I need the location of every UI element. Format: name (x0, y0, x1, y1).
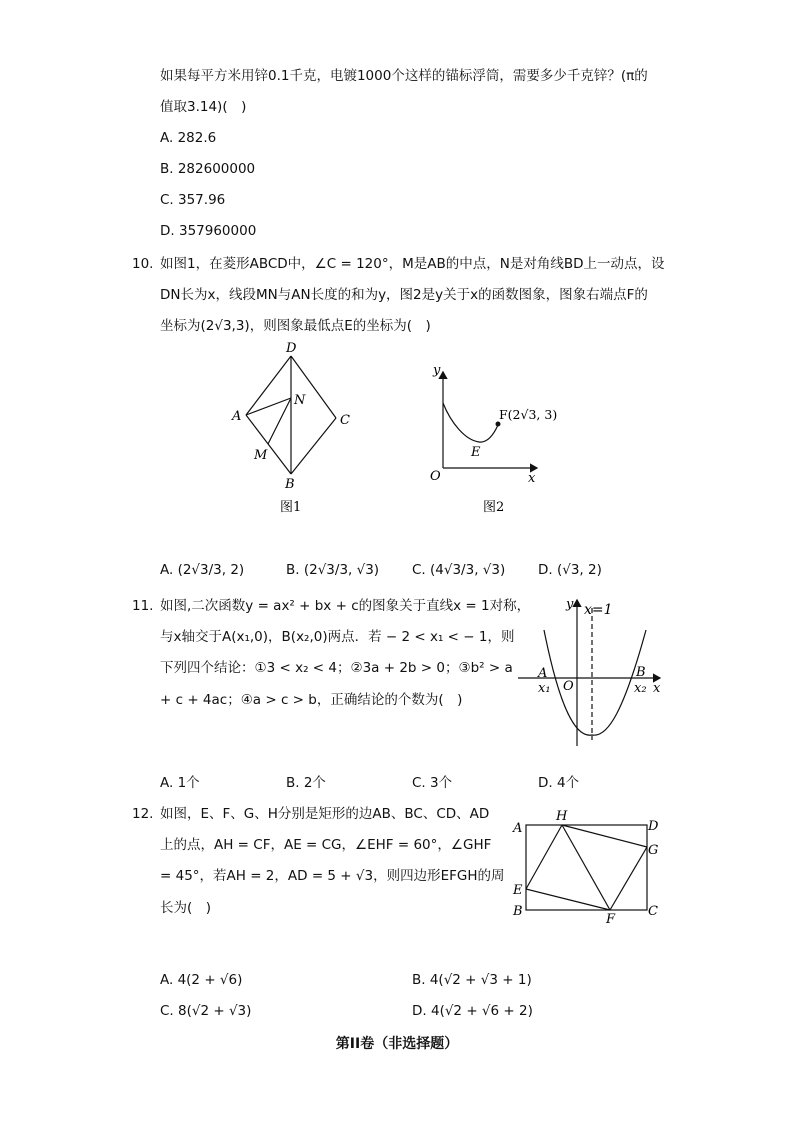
q10-text-line2: DN长为x，线段MN与AN长度的和为y，图2是y关于x的函数图象，图象右端点F的 (160, 287, 648, 303)
q11-label-x1: x₁ (538, 681, 551, 696)
q12-text-line4: 长为( ) (160, 900, 212, 916)
q11-figure-parabola (510, 590, 670, 750)
q12-option-d: D. 4(√2 + √6 + 2) (412, 1003, 533, 1019)
q12-option-b: B. 4(√2 + √3 + 1) (412, 972, 532, 988)
fig2-caption: 图2 (483, 500, 505, 515)
q12-figure-rectangle (505, 805, 665, 930)
section-title: 第II卷（非选择题） (335, 1036, 459, 1052)
q11-label-o: O (563, 679, 574, 694)
q9-option-b: B. 282600000 (160, 161, 256, 177)
q12-label-g: G (648, 843, 659, 858)
q11-label-axis: x=1 (584, 602, 613, 618)
q9-text-line1: 如果每平方米用锌0.1千克，电镀1000个这样的锚标浮筒，需要多少千克锌？(π的 (160, 68, 648, 84)
fig1-caption: 图1 (280, 500, 302, 515)
q9-text-line2: 值取3.14)( ) (160, 99, 247, 115)
q11-text-line1: 如图,二次函数y = ax² + bx + c的图象关于直线x = 1对称， (160, 598, 531, 614)
q12-label-h: H (556, 809, 568, 824)
q9-option-a: A. 282.6 (160, 130, 217, 146)
q11-text-line3: 下列四个结论：①3 < x₂ < 4；②3a + 2b > 0；③b² > a (160, 660, 513, 676)
q12-text-line1: 如图，E、F、G、H分别是矩形的边AB、BC、CD、AD (160, 806, 490, 822)
q10-option-c: C. (4√3/3, √3) (412, 562, 506, 578)
q11-option-c: C. 3个 (412, 775, 453, 791)
q12-label-d: D (648, 819, 659, 834)
q10-number: 10. (132, 256, 154, 272)
fig1-label-d: D (286, 341, 297, 356)
q10-option-d: D. (√3, 2) (538, 562, 602, 578)
q9-option-c: C. 357.96 (160, 192, 226, 208)
q12-option-c: C. 8(√2 + √3) (160, 1003, 252, 1019)
q12-text-line3: = 45°，若AH = 2，AD = 5 + √3，则四边形EFGH的周 (160, 868, 505, 884)
q11-option-a: A. 1个 (160, 775, 200, 791)
q12-label-e: E (513, 883, 523, 898)
q12-label-f: F (606, 912, 616, 927)
q12-label-a: A (513, 821, 523, 836)
q12-label-c: C (648, 904, 658, 919)
q11-label-x2: x₂ (634, 681, 647, 696)
q10-option-a: A. (2√3/3, 2) (160, 562, 245, 578)
fig1-label-m: M (254, 448, 268, 463)
q11-label-y: y (566, 597, 574, 612)
fig2-label-y: y (433, 363, 441, 378)
q10-text-line1: 如图1，在菱形ABCD中，∠C = 120°，M是AB的中点，N是对角线BD上一动点，设 (160, 256, 665, 272)
fig1-label-n: N (294, 393, 306, 408)
q12-text-line2: 上的点，AH = CF，AE = CG，∠EHF = 60°，∠GHF (160, 837, 492, 853)
fig1-label-c: C (340, 413, 350, 428)
q11-label-x: x (653, 681, 661, 696)
q10-option-b: B. (2√3/3, √3) (286, 562, 380, 578)
q11-option-b: B. 2个 (286, 775, 326, 791)
q11-label-a: A (538, 666, 548, 681)
q12-option-a: A. 4(2 + √6) (160, 972, 243, 988)
q9-option-d: D. 357960000 (160, 223, 257, 239)
fig2-label-x: x (528, 471, 536, 486)
fig1-label-a: A (232, 409, 242, 424)
fig2-label-f: F(2√3, 3) (499, 407, 558, 422)
q11-text-line2: 与x轴交于A(x₁,0)，B(x₂,0)两点．若 − 2 < x₁ < − 1，则 (160, 629, 515, 645)
q11-label-b: B (636, 665, 646, 680)
fig2-label-e: E (471, 445, 481, 460)
q11-number: 11. (132, 598, 154, 614)
fig2-label-o: O (430, 469, 441, 484)
fig1-label-b: B (285, 477, 295, 492)
q12-label-b: B (513, 904, 523, 919)
q12-number: 12. (132, 806, 154, 822)
q11-text-line4: + c + 4ac；④a > c > b，正确结论的个数为( ) (160, 692, 463, 708)
q10-figure1-rhombus (220, 338, 370, 523)
q11-option-d: D. 4个 (538, 775, 580, 791)
q10-text-line3: 坐标为(2√3,3)，则图象最低点E的坐标为( ) (160, 318, 431, 334)
q10-figure2-graph (425, 358, 575, 523)
